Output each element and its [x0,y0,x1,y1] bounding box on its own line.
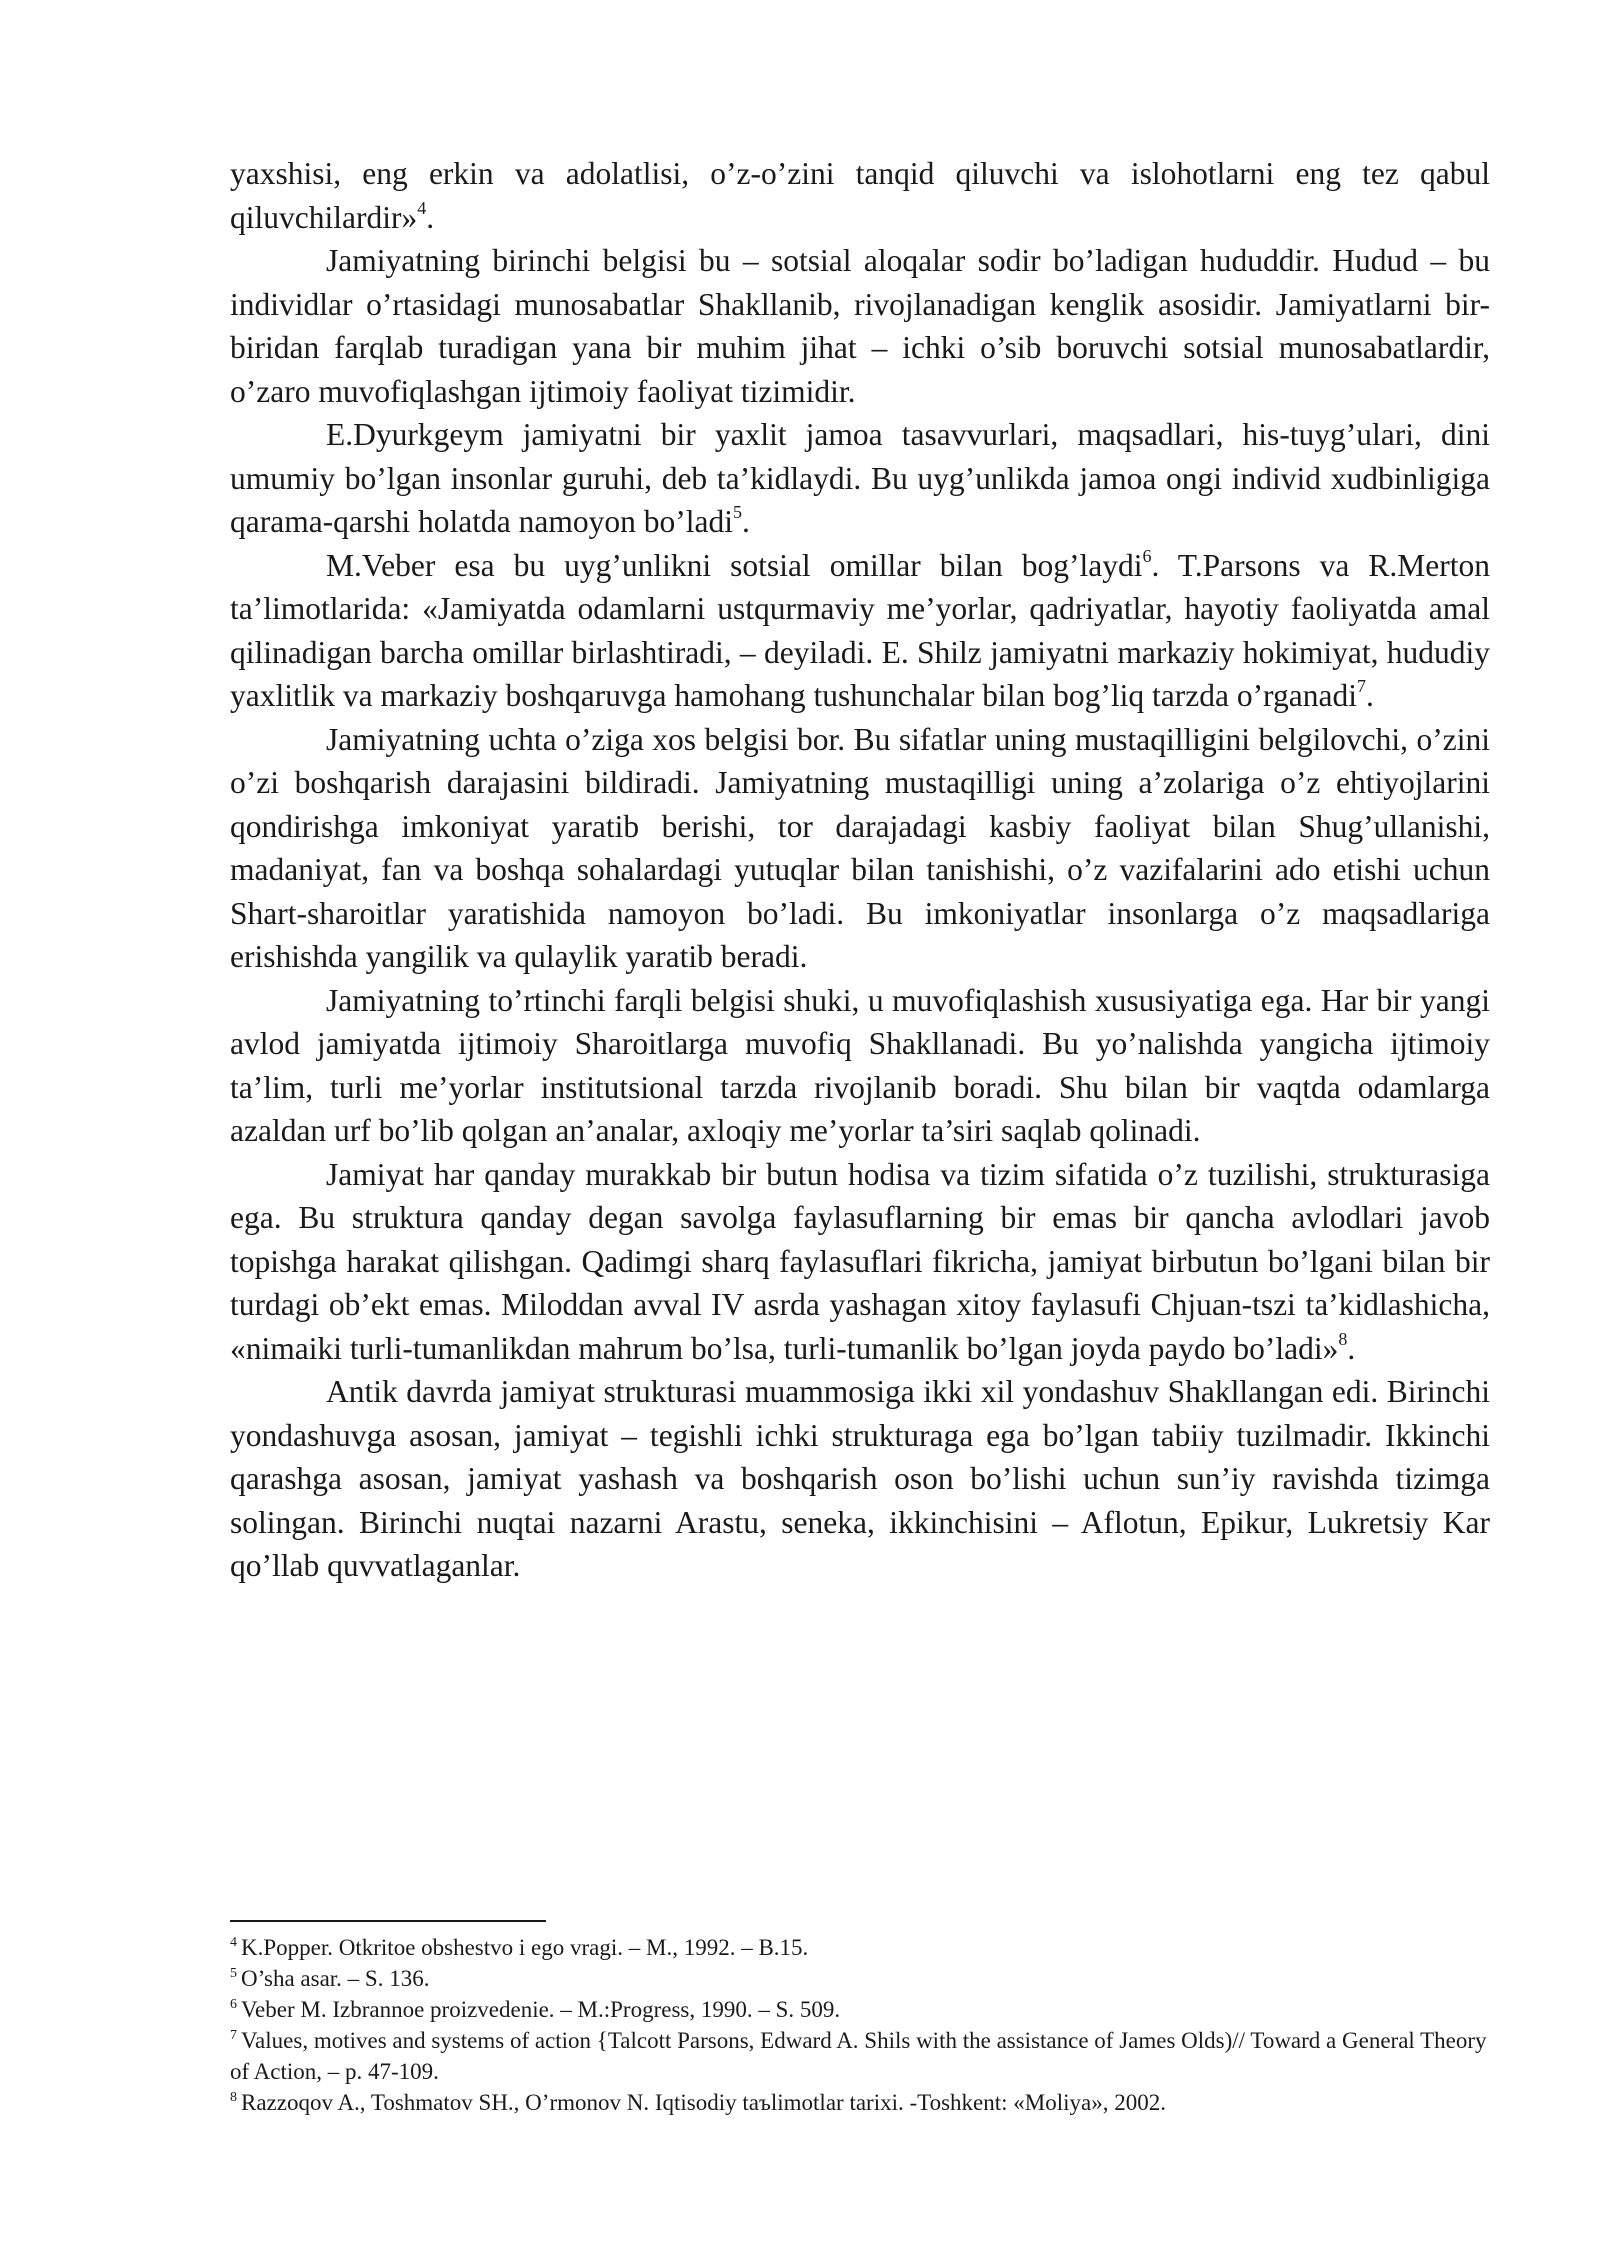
footnote-number: 8 [230,2090,237,2105]
footnote-number: 4 [230,1935,237,1950]
paragraph [230,1370,1490,1588]
paragraph-text: . [741,504,750,539]
paragraph-text: Jamiyatning to’rtinchi farqli belgisi shuki, u muvofiqlashish xususiyatiga ega. Har bir yangi avlod jamiyatda ijtimoiy Sharoitlarga muvofiq Shakllanadi. Bu yo’nalishda yangicha ijtimoiy ta’lim, turli me’yorlar institutsional tarzda rivojlanib boradi. Shu bilan bir vaqtda odamlarga azaldan urf bo’lib qolgan an’analar, axloqiy me’yorlar ta’siri saqlab qolinadi. [230,982,1490,1148]
paragraph-text: M.Veber esa bu uyg’unlikni sotsial omillar bilan bog’laydi [326,547,1143,583]
paragraph-text: . [426,199,435,235]
paragraph [230,544,1490,718]
footnote-ref[interactable]: 7 [1356,676,1366,696]
paragraph-text: Jamiyat har qanday murakkab bir butun hodisa va tizim sifatida o’z tuzilishi, strukturasiga ega. Bu struktura qanday degan savolga faylasuflarning bir emas bir qancha avlodlari javob topishga harakat qilishgan. Qadimgi sharq faylasuflari fikricha, jamiyat birbutun bo’lgani bilan bir turdagi ob’ekt emas. Miloddan avval IV asrda yashagan xitoy faylasufi Chjuan-tszi ta’kidlashicha, «nimaiki turli-tumanlikdan mahrum bo’lsa, turli-tumanlik bo’lgan joyda paydo bo’ladi» [230,1156,1490,1366]
footnotes [230,1932,1490,2118]
footnote-ref[interactable]: 5 [732,502,742,522]
footnote [230,1963,1490,1994]
footnote [230,2087,1490,2118]
footnote-ref[interactable]: 6 [1142,545,1152,566]
footnote-number: 7 [230,2028,237,2043]
footnote [230,1932,1490,1963]
footnote [230,1994,1490,2025]
footnote-text: Values, motives and systems of action {Talcott Parsons, Edward A. Shils with the assistance of James Olds)// Toward a General Theory of Action, – p. 47-109. [230,2028,1487,2084]
paragraph-text: Jamiyatning uchta o’ziga xos belgisi bor. Bu sifatlar uning mustaqilligini belgilovchi, o’zini o’zi boshqarish darajasini bildiradi. Jamiyatning mustaqilligi uning a’zolariga o’z ehtiyojlarini qondirishga imkoniyat yaratib berishi, tor darajadagi kasbiy faoliyat bilan Shug’ullanishi, madaniyat, fan va boshqa sohalardagi yutuqlar bilan tanishishi, o’z vazifalarini ado etishi uchun Shart-sharoitlar yaratishida namoyon bo’ladi. Bu imkoniyatlar insonlarga o’z maqsadlariga erishishda yangilik va qulaylik yaratib beradi. [230,721,1490,974]
paragraph-text: . [1347,1330,1356,1366]
paragraph [230,979,1490,1153]
footnote-text: O’sha asar. – S. 136. [241,1966,430,1991]
footnote-number: 5 [230,1966,237,1981]
paragraph [230,718,1490,979]
paragraph [230,413,1490,544]
paragraph-text: . T.Parsons va R.Merton ta’limotlarida: «Jamiyatda odamlarni ustqurmaviy me’yorlar, qadriyatlar, hayotiy faoliyatda amal qilinadigan barcha omillar birlashtiradi, – deyiladi. E. Shilz jamiyatni markaziy hokimiyat, hududiy yaxlitlik va markaziy boshqaruvga hamohang tushunchalar bilan bog’liq tarzda o’rganadi [230,547,1490,713]
paragraph [230,1153,1490,1371]
footnote-separator [230,1920,546,1922]
paragraph-text: Antik davrda jamiyat strukturasi muammosiga ikki xil yondashuv Shakllangan edi. Birinchi yondashuvga asosan, jamiyat – tegishli ichki strukturaga ega bo’lgan tabiiy tuzilmadir. Ikkinchi qarashga asosan, jamiyat yashash va boshqarish oson bo’lishi uchun sun’iy ravishda tizimga solingan. Birinchi nuqtai nazarni Arastu, seneka, ikkinchisini – Aflotun, Epikur, Lukretsiy Kar qo’llab quvvatlaganlar. [230,1374,1490,1583]
footnote-ref[interactable]: 4 [417,197,427,218]
footnote-text: Veber M. Izbrannoe proizvedenie. – M.:Progress, 1990. – S. 509. [241,1997,841,2022]
footnote [230,2025,1490,2087]
paragraph-text: yaxshisi, eng erkin va adolatlisi, o’z-o’zini tanqid qiluvchi va islohotlarni eng tez qabul qiluvchilardir» [230,156,1490,235]
footnote-text: K.Popper. Otkritoe obshestvo i ego vragi. – M., 1992. – B.15. [241,1935,809,1960]
paragraph [230,239,1490,413]
footnote-ref[interactable]: 8 [1338,1328,1348,1349]
footnote-text: Razzoqov A., Toshmatov SH., O’rmonov N. Iqtisodiy taъlimotlar tarixi. -Toshkent: «Moliya», 2002. [241,2090,1166,2115]
document-page [230,152,1490,1588]
paragraph-text: Jamiyatning birinchi belgisi bu – sotsial aloqalar sodir bo’ladigan hududdir. Hudud – bu individlar o’rtasidagi munosabatlar Shakllanib, rivojlanadigan kenglik asosidir. Jamiyatlarni bir-biridan farqlab turadigan yana bir muhim jihat – ichki o’sib boruvchi sotsial munosabatlardir, o’zaro muvofiqlashgan ijtimoiy faoliyat tizimidir. [230,243,1490,409]
body-text [230,152,1490,1588]
footnote-number: 6 [230,1997,237,2012]
paragraph-text: E.Dyurkgeym jamiyatni bir yaxlit jamoa tasavvurlari, maqsadlari, his-tuyg’ulari, dini umumiy bo’lgan insonlar guruhi, deb ta’kidlaydi. Bu uyg’unlikda jamoa ongi individ xudbinligiga qarama-qarshi holatda namoyon bo’ladi [230,417,1490,539]
paragraph [230,152,1490,239]
paragraph-text: . [1365,678,1374,713]
